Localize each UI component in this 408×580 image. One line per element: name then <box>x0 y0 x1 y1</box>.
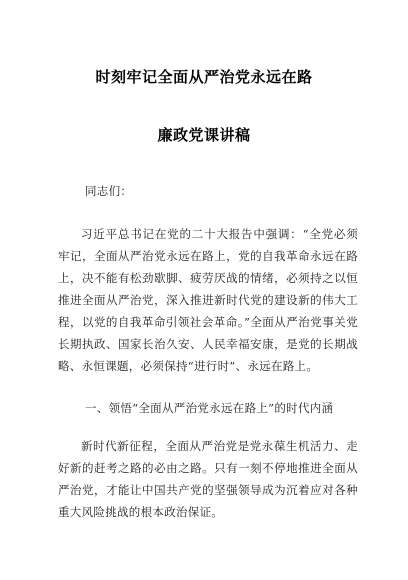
paragraph-1: 习近平总书记在党的二十大报告中强调：“全党必须牢记，全面从严治党永远在路上，党的自我革命永远在路上，决不能有松劲歇脚、疲劳厌战的情绪，必须持之以恒推进全面从严治党，深入推进新时代党的建设新的伟大工程，以党的自我革命引领社会革命。”全面从严治党事关党长期执政、国家长治久安、人民幸福安康，是党的长期战略、永恒课题，必须保持“进行时”、永远在路上。 <box>58 227 358 373</box>
document-subtitle: 廉政党课讲稿 <box>157 126 251 144</box>
document-title: 时刻牢记全面从严治党永远在路 <box>95 68 313 86</box>
section-heading-1: 一、领悟“全面从严治党永远在路上”的时代内涵 <box>85 401 334 415</box>
salutation: 同志们： <box>85 184 133 198</box>
paragraph-2: 新时代新征程，全面从严治党是党永葆生机活力、走好新的赶考之路的必由之路。只有一刻不停地推进全面从严治党，才能让中国共产党的坚强领导成为沉着应对各种重大风险挑战的根本政治保证。 <box>58 439 358 519</box>
